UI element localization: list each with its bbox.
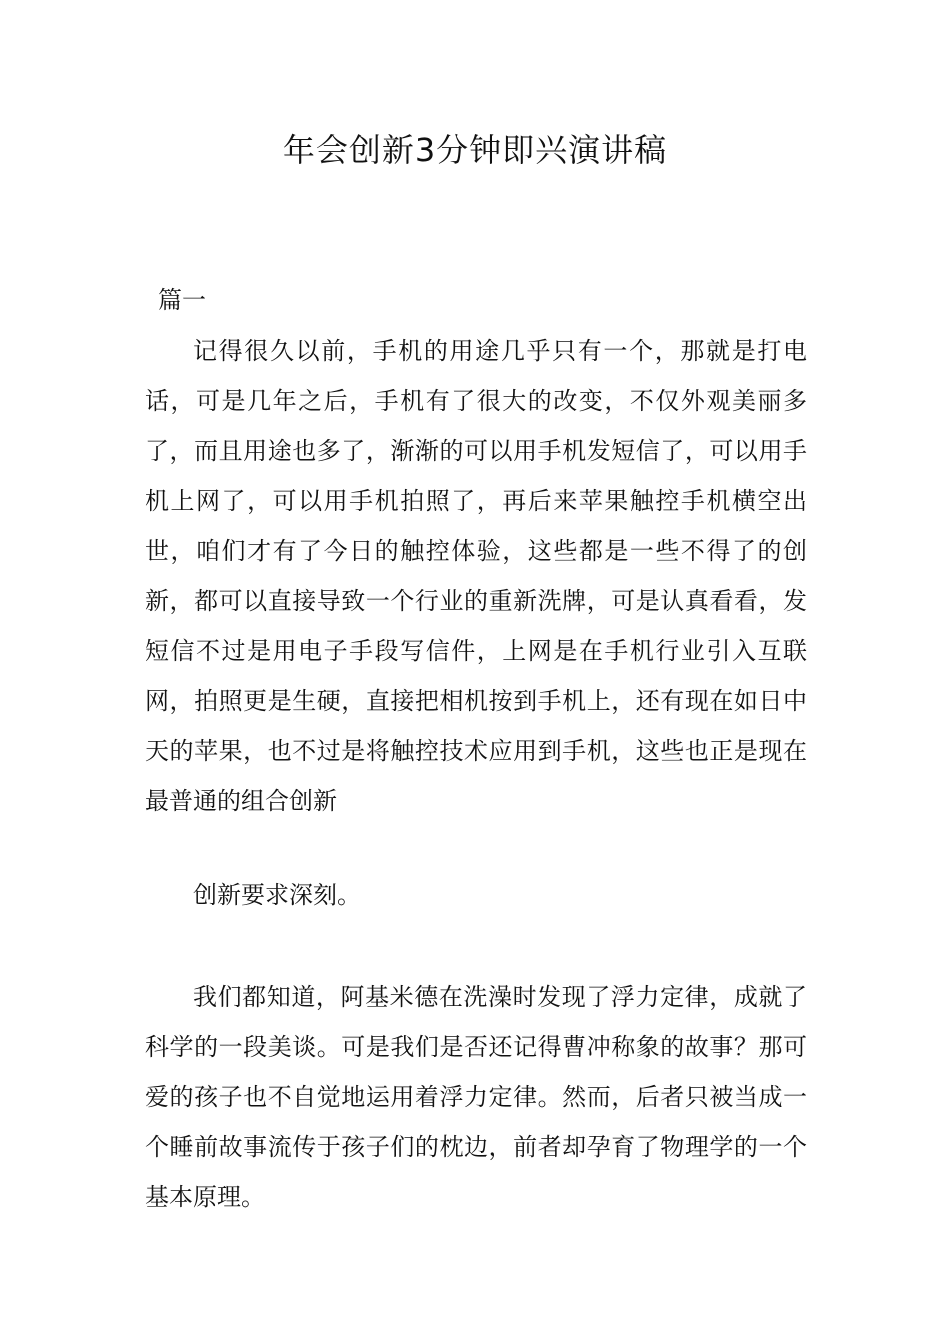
- section-label: 篇一: [158, 286, 206, 314]
- body-paragraph-3: 我们都知道，阿基米德在洗澡时发现了浮力定律，成就了科学的一段美谈。可是我们是否还记得曹冲称象的故事？那可爱的孩子也不自觉地运用着浮力定律。然而，后者只被当成一个睡前故事流传于孩子们的枕边，前者却孕育了物理学的一个基本原理。: [145, 983, 807, 1211]
- body-paragraph-2: 创新要求深刻。: [193, 881, 361, 909]
- body-paragraph-1: 记得很久以前，手机的用途几乎只有一个，那就是打电话，可是几年之后，手机有了很大的改变，不仅外观美丽多了，而且用途也多了，渐渐的可以用手机发短信了，可以用手机上网了，可以用手机拍照了，再后来苹果触控手机横空出世，咱们才有了今日的触控体验，这些都是一些不得了的创新，都可以直接导致一个行业的重新洗牌，可是认真看看，发短信不过是用电子手段写信件，上网是在手机行业引入互联网，拍照更是生硬，直接把相机按到手机上，还有现在如日中天的苹果，也不过是将触控技术应用到手机，这些也正是现在最普通的组合创新: [145, 337, 807, 815]
- document-title: 年会创新3分钟即兴演讲稿: [282, 131, 668, 169]
